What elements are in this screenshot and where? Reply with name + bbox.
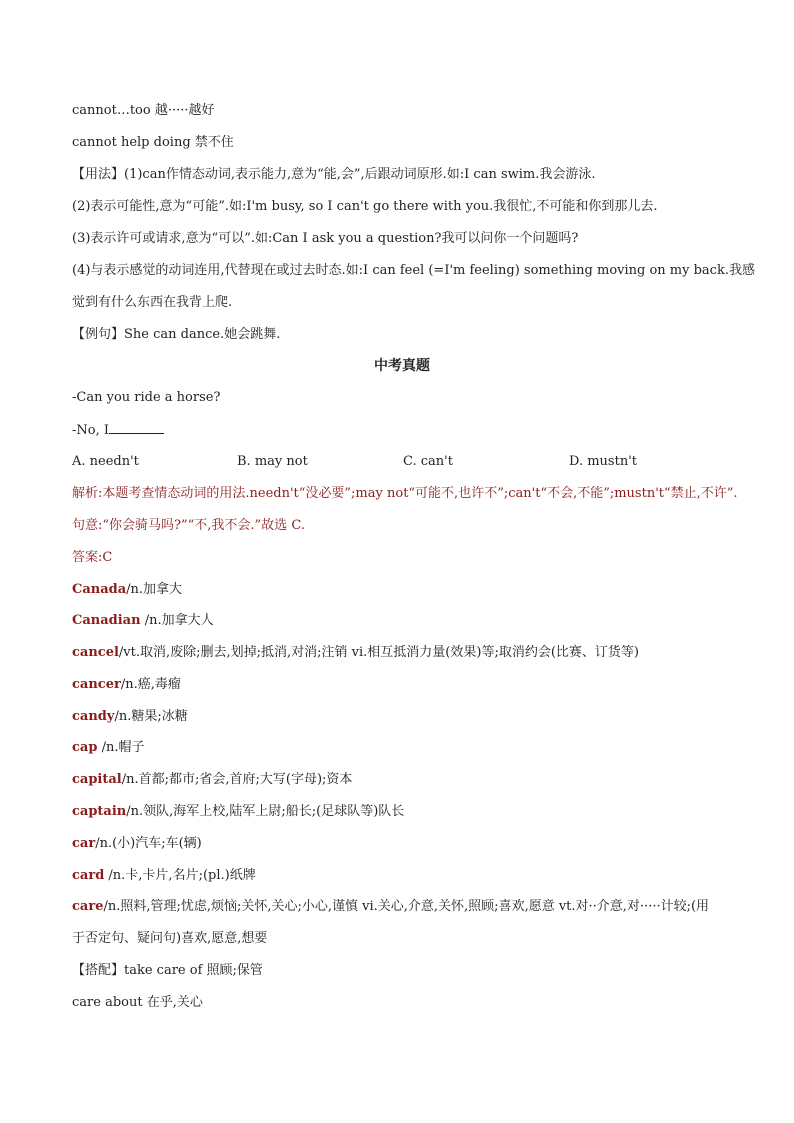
vocab-def: /n.帽子 (97, 740, 145, 755)
usage-line: (3)表示许可或请求,意为“可以”.如:Can I ask you a question?我可以问你一个问题吗? (72, 231, 579, 246)
example-line: 【例句】She can dance.她会跳舞. (72, 327, 281, 342)
vocab-word: capital (72, 772, 122, 787)
vocab-entry (72, 581, 182, 599)
vocab-def: /n.(小)汽车;车(辆) (95, 836, 202, 851)
text-line: cannot…too 越·····越好 (72, 103, 215, 118)
analysis-line: 句意:“你会骑马吗?”“不,我不会.”故选 C. (72, 518, 305, 533)
vocab-def: /n.照料,管理;忧虑,烦恼;关怀,关心;小心,谨慎 vi.关心,介意,关怀,照顾;喜欢,愿意 vt.对··介意,对·····计较;(用 (103, 899, 710, 914)
vocab-entry (72, 739, 144, 757)
vocab-word: Canada (72, 582, 127, 597)
vocab-entry (72, 771, 352, 789)
vocab-word: car (72, 836, 96, 851)
vocab-def: /n.首都;都市;省会,首府;大写(字母);资本 (121, 772, 353, 787)
vocab-def-continued: 于否定句、疑问句)喜欢,愿意,想要 (72, 931, 268, 946)
collocation-line: 【搭配】take care of 照顾;保管 (72, 963, 263, 978)
vocab-entry (72, 898, 709, 916)
section-title: 中考真题 (374, 358, 430, 374)
vocab-def: /n.加拿大人 (140, 613, 214, 628)
vocab-def: /n.糖果;冰糖 (114, 709, 188, 724)
vocab-def: /n.加拿大 (126, 582, 183, 597)
vocab-word: cancer (72, 677, 121, 692)
answer-line: 答案:C (72, 550, 113, 565)
question-line (72, 421, 164, 440)
vocab-word: cap (72, 740, 98, 755)
option-d: D. mustn't (569, 454, 637, 469)
usage-line: (2)表示可能性,意为“可能”.如:I'm busy, so I can't go there with you.我很忙,不可能和你到那儿去. (72, 199, 658, 214)
question-line: -Can you ride a horse? (72, 390, 221, 405)
vocab-entry (72, 835, 202, 853)
vocab-entry (72, 867, 256, 885)
collocation-line: care about 在乎,关心 (72, 995, 203, 1010)
vocab-entry (72, 803, 404, 821)
vocab-entry (72, 676, 181, 694)
text-line: cannot help doing 禁不住 (72, 135, 234, 150)
vocab-entry (72, 644, 639, 662)
analysis-line: 解析:本题考查情态动词的用法.needn't“没必要”;may not“可能不,也许不”;can't“不会,不能”;mustn't“禁止,不许”. (72, 486, 738, 501)
usage-line: (4)与表示感觉的动词连用,代替现在或过去时态.如:I can feel (=I'm feeling) something moving on my back.我感 (72, 263, 755, 278)
vocab-word: care (72, 899, 104, 914)
option-a: A. needn't (72, 454, 139, 469)
vocab-word: captain (72, 804, 127, 819)
vocab-word: Canadian (72, 613, 141, 628)
vocab-entry (72, 612, 214, 630)
usage-line: 觉到有什么东西在我背上爬. (72, 295, 233, 310)
question-text: -No, I (72, 423, 109, 438)
vocab-def: /n.领队,海军上校,陆军上尉;船长;(足球队等)队长 (126, 804, 405, 819)
vocab-word: card (72, 868, 105, 883)
vocab-entry (72, 708, 188, 726)
vocab-word: candy (72, 709, 115, 724)
usage-line: 【用法】(1)can作情态动词,表示能力,意为“能,会”,后跟动词原形.如:I can swim.我会游泳. (72, 167, 596, 182)
vocab-def: /n.癌,毒瘤 (120, 677, 181, 692)
vocab-def: /vt.取消,废除;删去,划掉;抵消,对消;注销 vi.相互抵消力量(效果)等;取消约会(比赛、订货等) (118, 645, 639, 660)
vocab-word: cancel (72, 645, 119, 660)
option-c: C. can't (403, 454, 453, 469)
option-b: B. may not (237, 454, 308, 469)
answer-blank (109, 421, 164, 434)
vocab-def: /n.卡,卡片,名片;(pl.)纸牌 (104, 868, 256, 883)
